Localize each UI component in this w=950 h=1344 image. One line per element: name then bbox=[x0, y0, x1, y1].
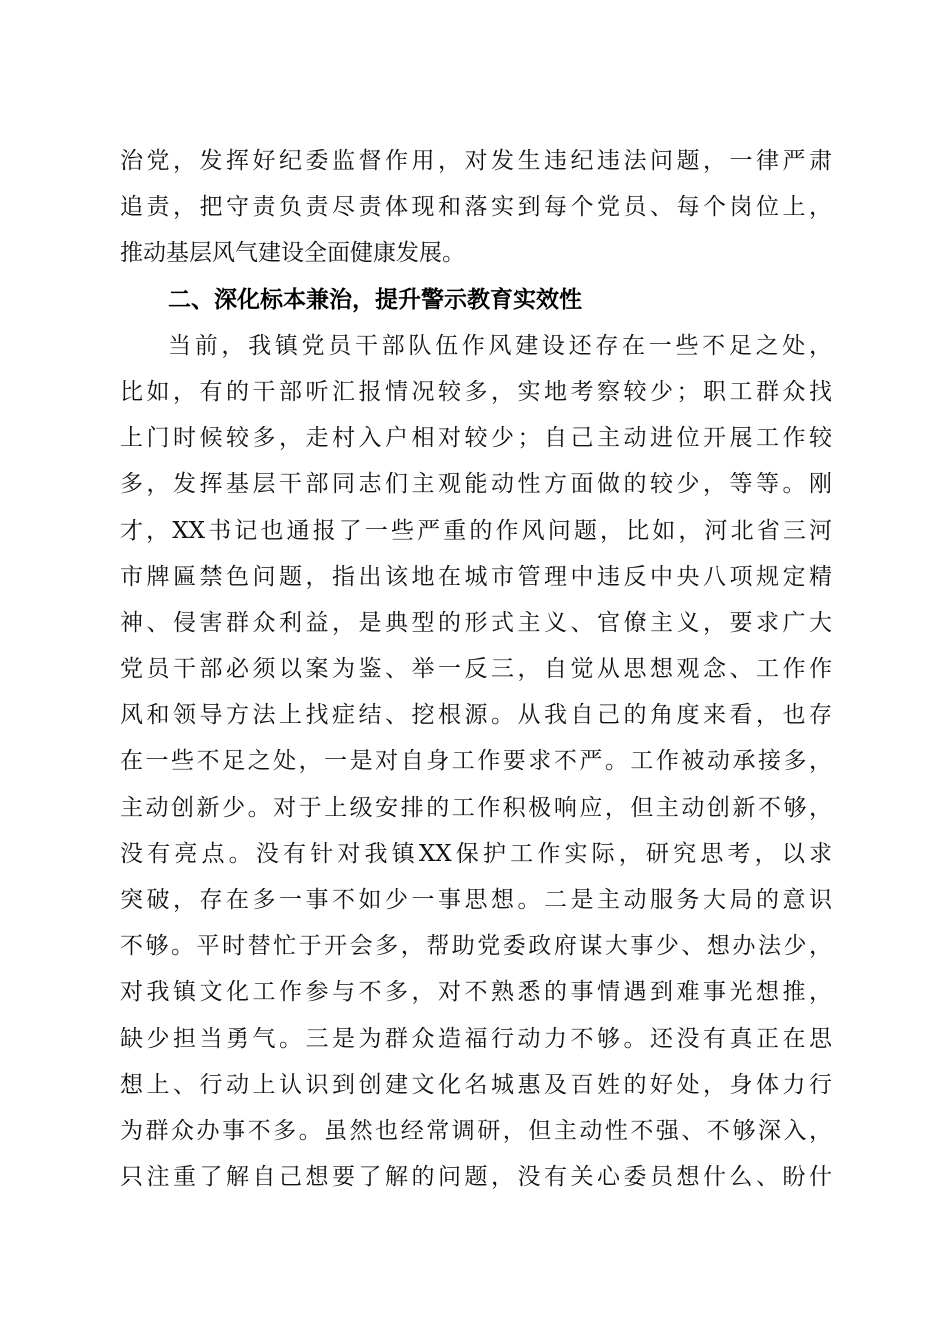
text-line: 才，XX书记也通报了一些严重的作风问题，比如，河北省三河 bbox=[120, 517, 832, 544]
continued-paragraph bbox=[120, 138, 832, 277]
text-line: 主动创新少。对于上级安排的工作积极响应，但主动创新不够， bbox=[120, 794, 832, 821]
text-line: 风和领导方法上找症结、挖根源。从我自己的角度来看，也存 bbox=[120, 702, 832, 729]
text-line: 想上、行动上认识到创建文化名城惠及百姓的好处，身体力行 bbox=[120, 1071, 832, 1098]
text-line: 缺少担当勇气。三是为群众造福行动力不够。还没有真正在思 bbox=[120, 1025, 832, 1052]
text-line: 市牌匾禁色问题，指出该地在城市管理中违反中央八项规定精 bbox=[120, 563, 832, 590]
text-line: 追责，把守责负责尽责体现和落实到每个党员、每个岗位上， bbox=[120, 194, 832, 221]
text-line: 神、侵害群众利益，是典型的形式主义、官僚主义，要求广大 bbox=[120, 609, 832, 636]
text-line: 推动基层风气建设全面健康发展。 bbox=[120, 240, 465, 267]
section-heading: 二、深化标本兼治，提升警示教育实效性 bbox=[168, 286, 582, 313]
text-line: 突破，存在多一事不如少一事思想。二是主动服务大局的意识 bbox=[120, 887, 832, 913]
text-line: 不够。平时替忙于开会多，帮助党委政府谋大事少、想办法少， bbox=[120, 933, 832, 960]
document-body bbox=[120, 138, 832, 1200]
text-line: 比如，有的干部听汇报情况较多，实地考察较少；职工群众找 bbox=[120, 378, 832, 405]
text-line: 没有亮点。没有针对我镇XX保护工作实际，研究思考，以求 bbox=[120, 840, 832, 867]
text-line: 当前，我镇党员干部队伍作风建设还存在一些不足之处， bbox=[168, 332, 832, 359]
text-line: 只注重了解自己想要了解的问题，没有关心委员想什么、盼什 bbox=[120, 1164, 832, 1191]
text-line: 为群众办事不多。虽然也经常调研，但主动性不强、不够深入， bbox=[120, 1117, 832, 1144]
text-line: 在一些不足之处，一是对自身工作要求不严。工作被动承接多， bbox=[120, 748, 832, 775]
text-line: 对我镇文化工作参与不多，对不熟悉的事情遇到难事光想推， bbox=[120, 979, 832, 1006]
text-line: 上门时候较多，走村入户相对较少；自己主动进位开展工作较 bbox=[120, 425, 832, 452]
text-line: 党员干部必须以案为鉴、举一反三，自觉从思想观念、工作作 bbox=[120, 656, 832, 683]
text-line: 治党，发挥好纪委监督作用，对发生违纪违法问题，一律严肃 bbox=[120, 148, 832, 174]
text-line: 多，发挥基层干部同志们主观能动性方面做的较少，等等。刚 bbox=[120, 471, 832, 498]
body-paragraph bbox=[120, 323, 832, 1201]
